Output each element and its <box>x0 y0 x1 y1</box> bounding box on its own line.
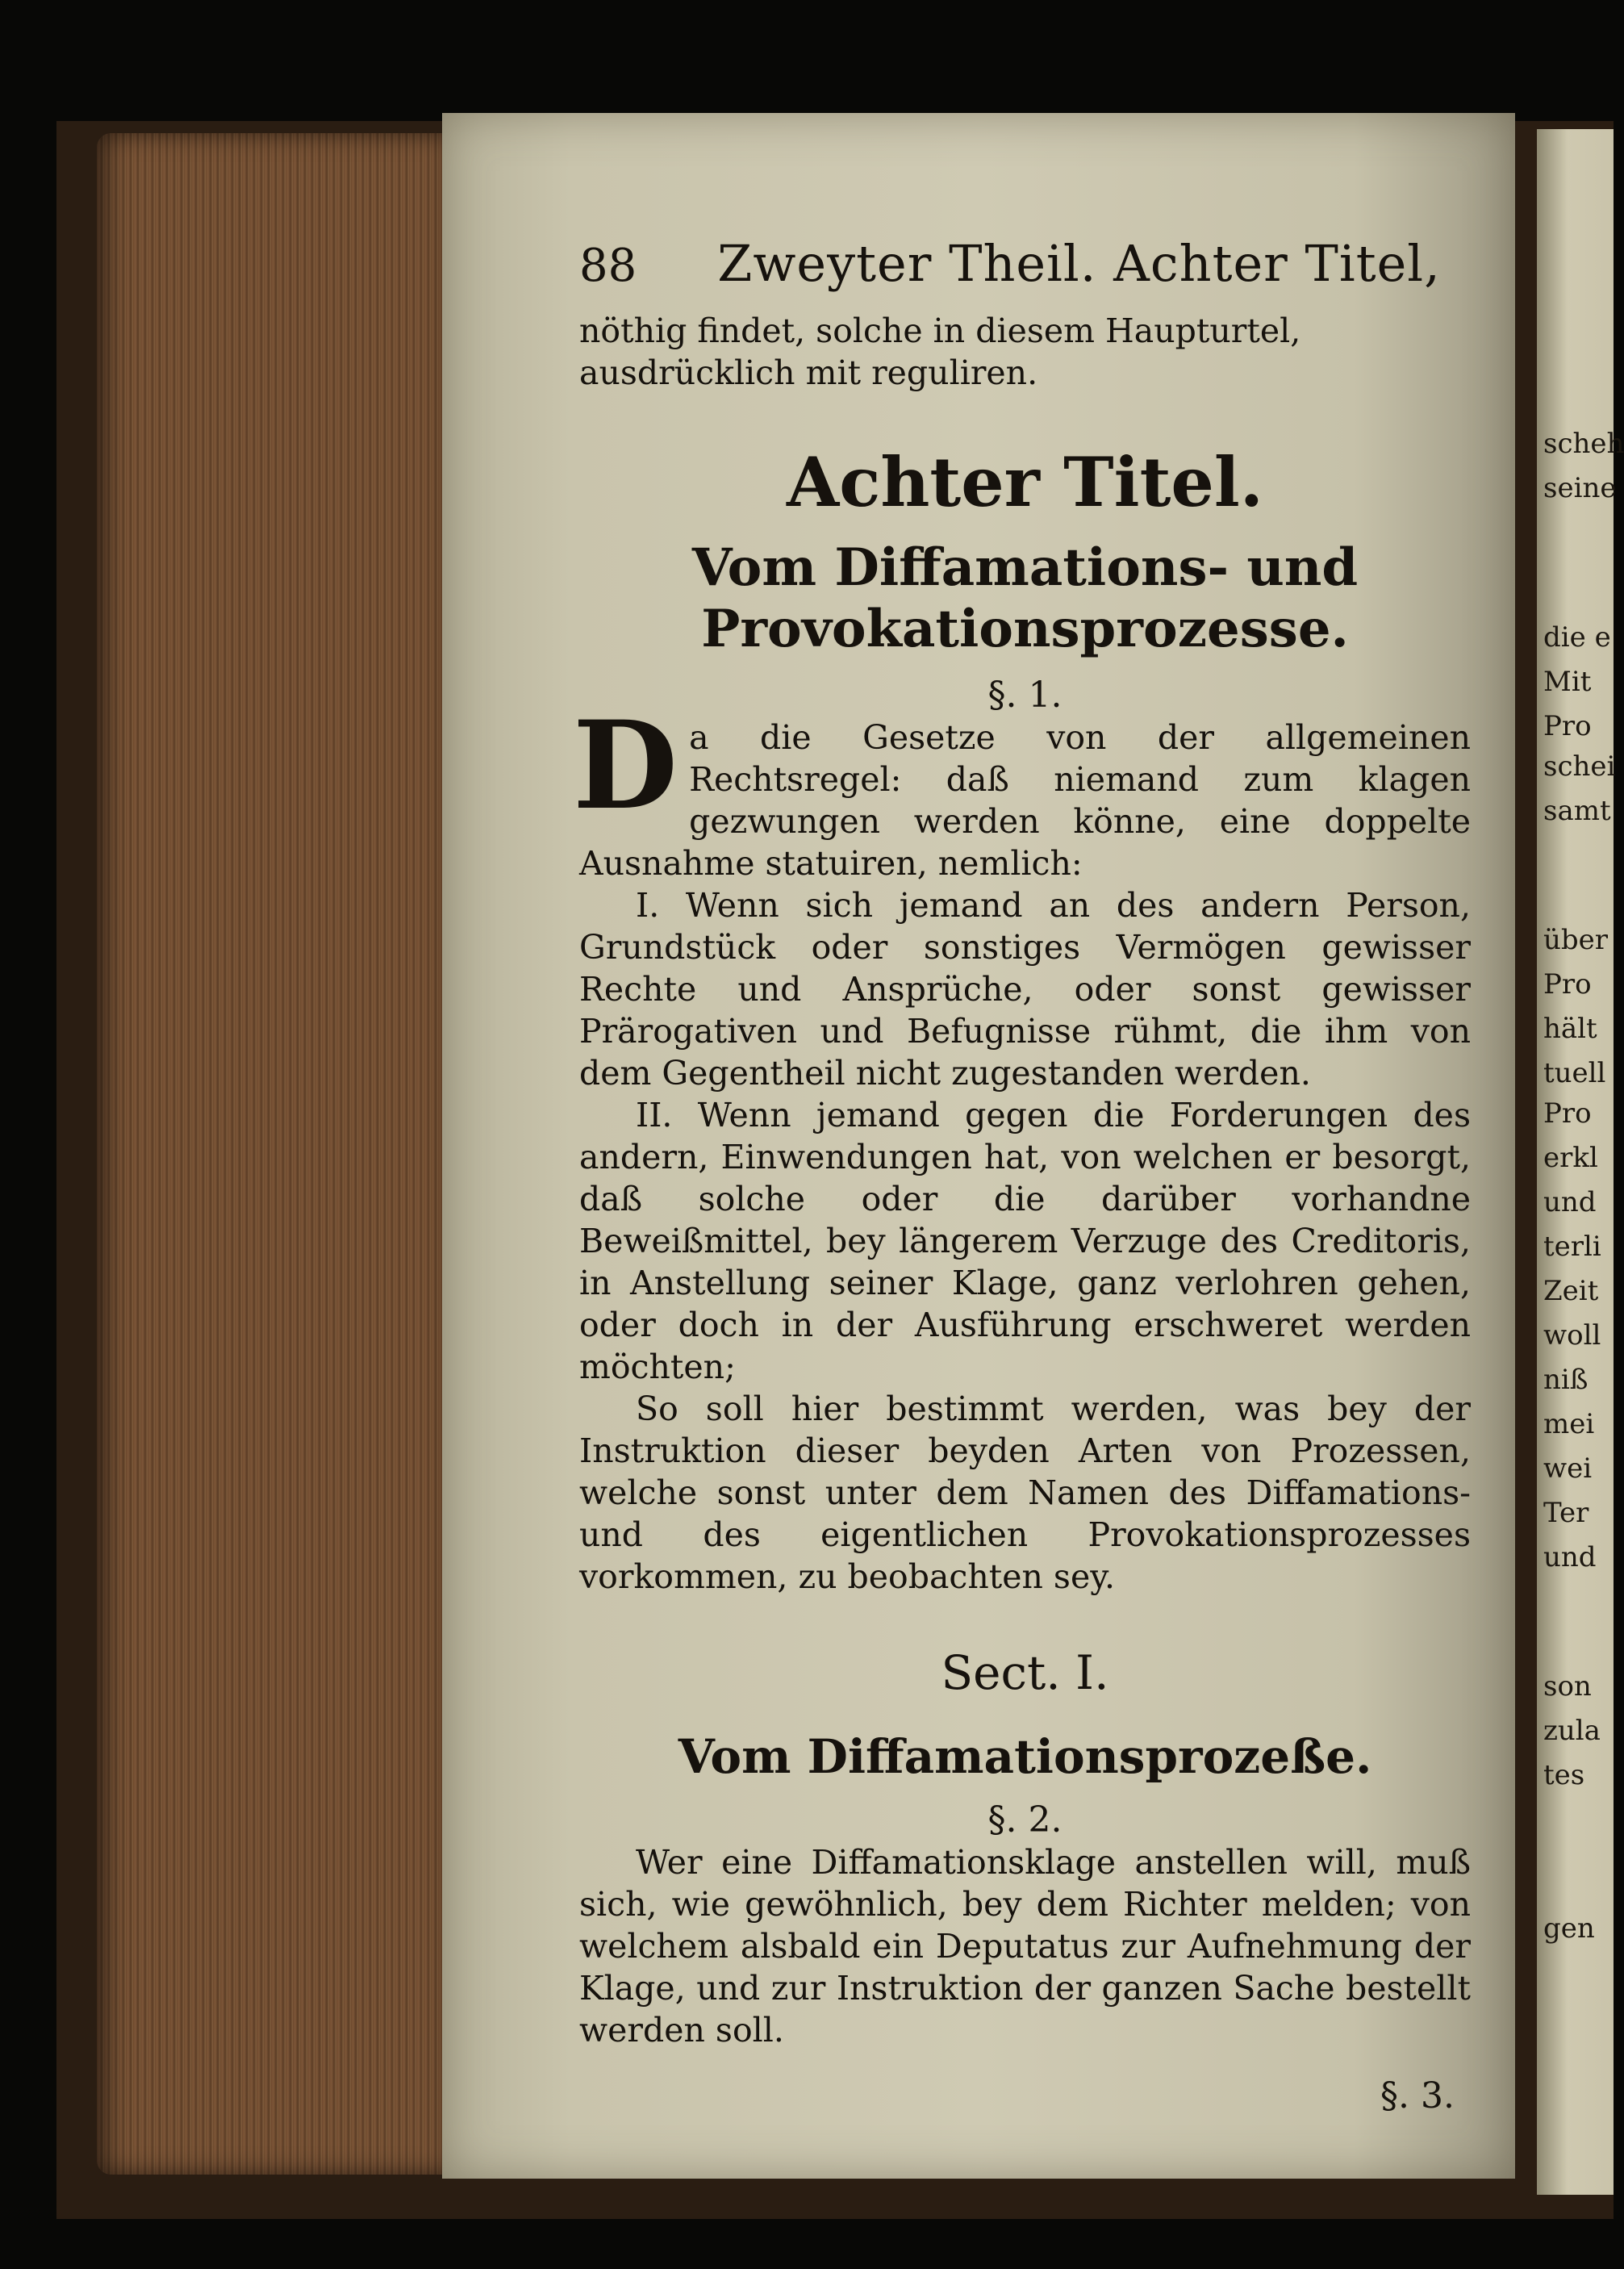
paragraph: I. Wenn sich jemand an des andern Person, Grundstück oder sonstiges Vermögen gewisser Rechte und Ansprüche, oder sonst gewisser Prärogativen und Befugnisse rühmt, die ihm von dem Gegentheil nicht zugestanden werden. <box>579 886 1471 1093</box>
facing-page-fragment: hält <box>1543 1013 1597 1045</box>
sect-heading: Sect. I. <box>941 1645 1109 1700</box>
facing-page-fragment: erkl <box>1543 1142 1598 1174</box>
facing-page-fragment: über <box>1543 924 1609 956</box>
facing-page-fragment: und <box>1543 1186 1597 1218</box>
paragraph: II. Wenn jemand gegen die Forderungen des andern, Einwendungen hat, von welchen er besorgt, daß solche oder die darüber vorhandne Beweißmittel, bey längerem Verzuge des Creditoris, in Anstellung seiner Klage, ganz verlohren gehen, oder doch in der Ausführung erschweret werden möchten; <box>579 1096 1471 1386</box>
paragraph: Wer eine Diffamationsklage anstellen will, muß sich, wie gewöhnlich, bey dem Richter melden; von welchem alsbald ein Deputatus zur Aufnehmung der Klage, und zur Instruktion der ganzen Sache bestellt werden soll. <box>579 1843 1471 2050</box>
facing-page-fragment: terli <box>1543 1231 1601 1263</box>
facing-page-fragment: scheh <box>1543 428 1624 460</box>
sect-subheading: Vom Diffamationsprozeße. <box>678 1729 1372 1784</box>
facing-page-fragment: wei <box>1543 1452 1593 1485</box>
carry-over-text: nöthig findet, solche in diesem Haupturtel, ausdrücklich mit reguliren. <box>579 311 1301 392</box>
facing-page-edge <box>1537 129 1624 2195</box>
facing-page-fragment: Pro <box>1543 710 1592 742</box>
facing-page-fragment: und <box>1543 1541 1597 1573</box>
page-edges <box>97 133 444 2175</box>
chapter-subtitle: Vom Diffamations- und Provokationsprozesse. <box>691 537 1359 659</box>
chapter-title: Achter Titel. <box>787 442 1263 522</box>
facing-page-fragment: niß <box>1543 1364 1589 1396</box>
drop-capital: D <box>573 695 678 837</box>
catchword: §. 3. <box>1380 2075 1455 2116</box>
facing-page-fragment: mei <box>1543 1408 1595 1440</box>
facing-page-fragment: samt <box>1543 795 1611 827</box>
section-mark-1: §. 1. <box>987 675 1062 716</box>
facing-page-fragment: son <box>1543 1670 1592 1703</box>
facing-page-fragment: Ter <box>1543 1497 1589 1529</box>
running-header <box>579 234 1471 299</box>
facing-page-fragment: tuell <box>1543 1057 1606 1089</box>
facing-page-fragment: woll <box>1543 1319 1601 1352</box>
facing-page-fragment: schei <box>1543 750 1616 783</box>
facing-page-fragment: gen <box>1543 1912 1595 1945</box>
section-mark-2: §. 2. <box>987 1799 1062 1841</box>
facing-page-fragment: die e <box>1543 621 1611 654</box>
paragraph: So soll hier bestimmt werden, was bey der Instruktion dieser beyden Arten von Prozessen, welche sonst unter dem Namen des Diffamations- und des eigentlichen Provokationsprozesses vorkommen, zu beobachten sey. <box>579 1389 1471 1596</box>
paragraph: a die Gesetze von der allgemeinen Rechtsregel: daß niemand zum klagen gezwungen werden könne, eine doppelte Ausnahme statuiren, nemlich: <box>579 718 1471 883</box>
facing-page-fragment: Pro <box>1543 968 1592 1001</box>
facing-page-fragment: tes <box>1543 1759 1585 1791</box>
facing-page-fragment: Zeit <box>1543 1275 1599 1307</box>
page-number: 88 <box>579 240 637 292</box>
facing-page-fragment: Mit <box>1543 666 1592 698</box>
running-title: Zweyter Theil. Achter Titel, <box>717 234 1441 293</box>
facing-page-fragment: seine <box>1543 472 1617 504</box>
facing-page-fragment: zula <box>1543 1715 1601 1747</box>
facing-page-fragment: Pro <box>1543 1097 1592 1130</box>
book-page <box>442 113 1515 2179</box>
section-1-body <box>573 695 1471 884</box>
page-text <box>573 234 1471 2117</box>
